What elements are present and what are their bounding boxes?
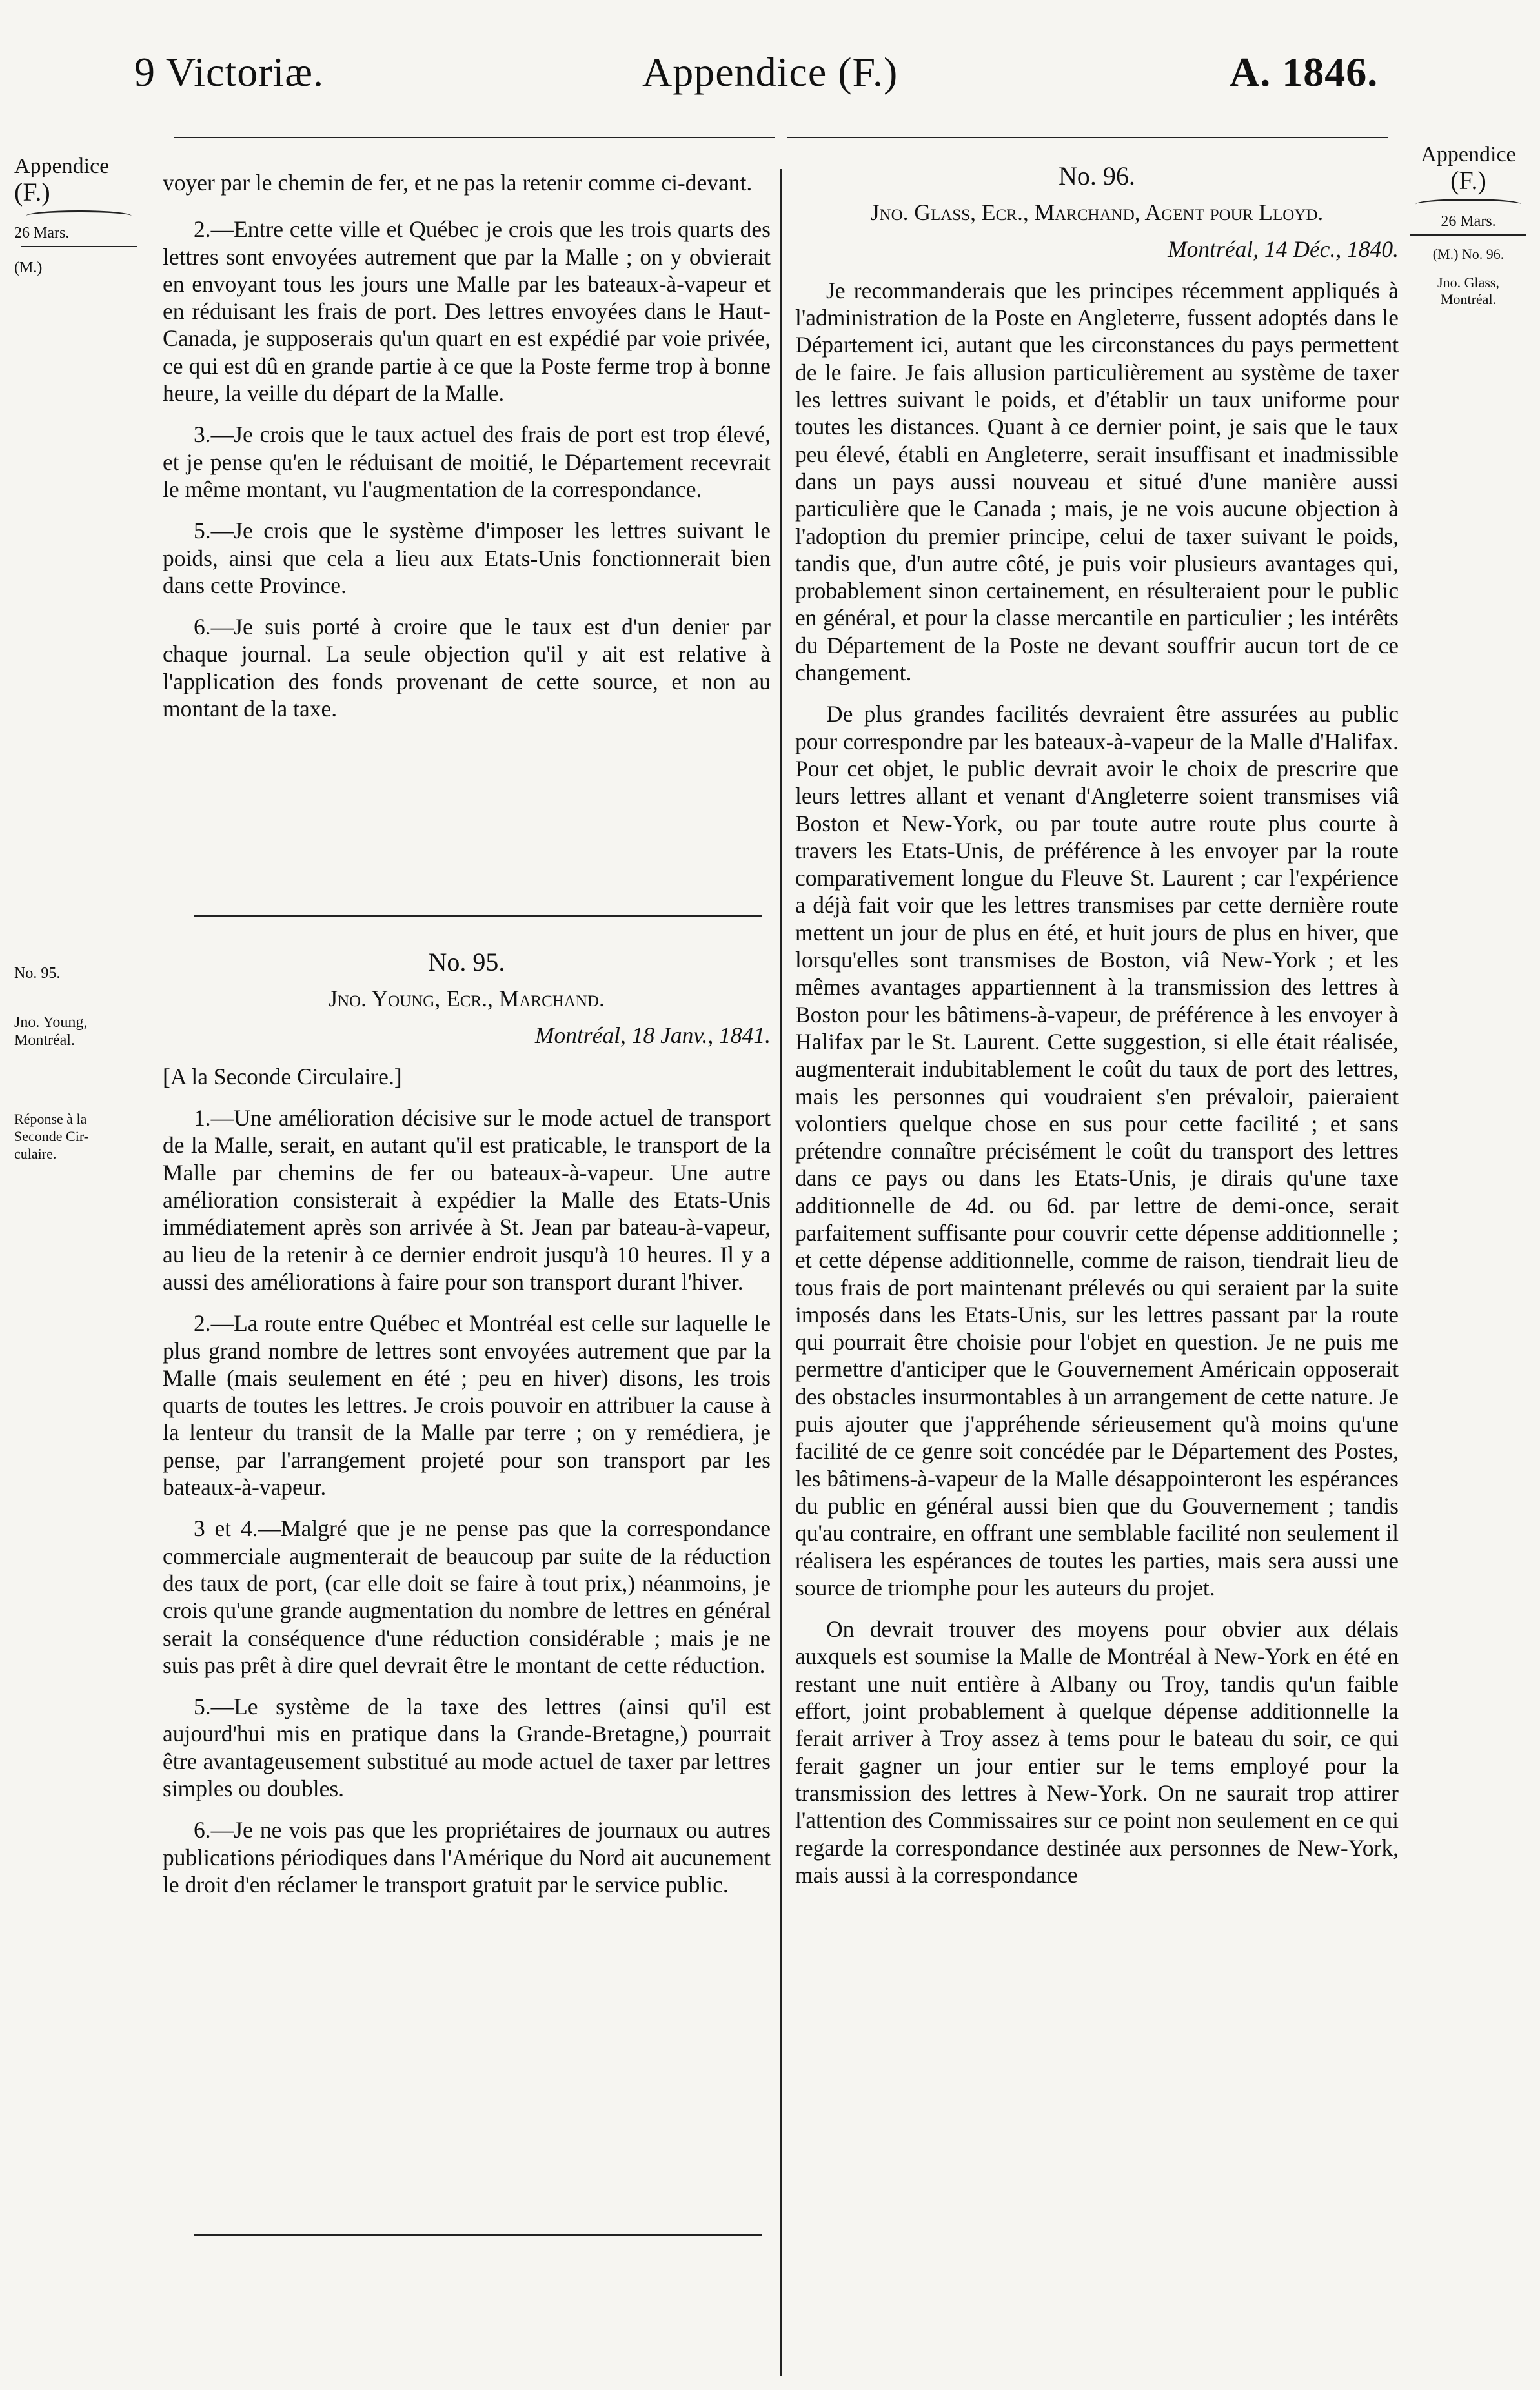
margin-reply-line-2: Seconde Cir- — [14, 1128, 89, 1144]
section-rule-2 — [194, 2234, 762, 2236]
paragraph-5: 5.—Je crois que le système d'imposer les lettres suivant le poids, ainsi que cela a lieu aux Etats-Unis fonctionnerait bien dans cette Province. — [163, 518, 771, 598]
margin-rule — [21, 246, 137, 247]
continuation-paragraph: voyer par le chemin de fer, et ne pas la retenir comme ci-devant. — [163, 170, 753, 196]
margin-brace — [26, 210, 132, 221]
right-margin-appendix — [1404, 143, 1533, 308]
left-margin-no95-person — [14, 1013, 163, 1049]
right-column — [795, 163, 1399, 1903]
no95-bracket-note: [A la Seconde Circulaire.] — [163, 1063, 402, 1089]
margin-no95-person: Jno. Young, — [14, 1014, 88, 1031]
paragraph-3: 3.—Je crois que le taux actuel des frais de port est trop élevé, et je pense qu'en le réduisant de moitié, le Département recevrait le même montant, vu l'augmentation de la correspondance. — [163, 421, 771, 502]
no96-author: Jno. Glass, Ecr., Marchand, Agent pour Lloyd. — [870, 199, 1324, 226]
no95-paragraph-5: 5.—Le système de la taxe des lettres (ainsi qu'il est aujourd'hui mis en pratique dans la Grande-Bretagne,) pourrait être avantageusement substitué au mode actuel de taxer par lettres simples ou doubles. — [163, 1694, 771, 1802]
right-margin-city: Montréal. — [1440, 291, 1497, 307]
section-rule-1 — [194, 915, 762, 917]
header-year: A. 1846. — [1230, 49, 1379, 95]
no96-title: No. 96. — [1059, 161, 1135, 190]
right-margin-date: 26 Mars. — [1441, 213, 1496, 230]
no95-author: Jno. Young, Ecr., Marchand. — [329, 986, 605, 1012]
no96-paragraph-2: De plus grandes facilités devraient être assurées au public pour correspondre par les bateaux-à-vapeur de la Malle d'Halifax. Pour cet objet, le public devrait avoir le choix de prescrire que leurs lettres allant et venant d'Angleterre soient transmises viâ Boston et New-York, ou par toute autre route plus courte à travers les Etats-Unis, de préférence à les envoyer par la route comparativement longue du Fleuve St. Laurent ; car l'expérience a déjà fait voir que les lettres transmises par cette dernière route mettent un jour de plus en été, et huit jours de plus en hiver, que lorsqu'elles sont transmises de Boston, viâ New-York ; et les mêmes avantages appartiennent à la transmission des lettres à Boston pour les bâtimens-à-vapeur, de préférence à les envoyer à Halifax par le St. Laurent. Cette suggestion, si elle était réalisée, augmenterait indubitablement le coût du taux de port des lettres, mais les personnes qui voudraient s'en prévaloir, paieraient volontiers quelque chose en sus pour cette facilité ; et sans prétendre connaître précisément le coût du transport des lettres dans ce pays ou dans les Etats-Unis, je dirais qu'une taxe additionnelle de 4d. ou 6d. par lettre de demi-once, serait parfaitement suffisante pour couvrir cette dépense additionnelle ; et cette dépense additionnelle, comme de raison, tiendrait lieu de tous frais de port maintenant prélevés ou qui seraient par la suite imposés dans les Etats-Unis, sur les lettres passant par la route qui pourrait être choisie pour l'objet en question. Je ne puis me permettre d'anticiper que le Gouvernement Américain opposerait des obstacles insurmontables à un arrangement de cette nature. Je puis ajouter que j'appréhende sérieusement qu'à moins qu'une facilité de ce genre soit concédée par le Département des Postes, les bâtimens-à-vapeur de la Malle désappointeront les espérances du public en général aussi bien que du Gouvernement ; tandis qu'au contraire, en offrant une semblable facilité non seulement il réalisera les espérances de toutes les parties, mais sera aussi une source de triomphe pour les auteurs du projet. — [795, 701, 1399, 1601]
right-margin-appendix-word: Appendice — [1421, 143, 1516, 167]
paragraph-6: 6.—Je suis porté à croire que le taux est d'un denier par chaque journal. La seule objection qu'il y ait est relative à l'application des fonds provenant de cette source, et non au montant de la taxe. — [163, 614, 771, 722]
column-divider — [780, 169, 782, 2376]
margin-reply-line-3: culaire. — [14, 1146, 57, 1162]
no95-paragraph-3-4: 3 et 4.—Malgré que je ne pense pas que la correspondance commerciale augmenterait de beaucoup par suite de la réduction des taux de port, (car elle doit se faire à tout prix,) néanmoins, je crois qu'une grande augmentation du nombre de lettres en général serait la conséquence d'une réduction considérable ; mais je ne suis pas prêt à dire quel devrait être le montant de cette réduction. — [163, 1515, 771, 1678]
header-rule-right — [787, 137, 1388, 138]
right-margin-brace — [1415, 199, 1521, 210]
header-rule-left — [174, 137, 775, 138]
left-column — [163, 169, 771, 736]
no95-title: No. 95. — [428, 947, 505, 977]
no96-paragraph-3: On devrait trouver des moyens pour obvier aux délais auxquels est soumise la Malle de Montréal à New-York en été en restant une nuit entière à Albany ou Troy, tandis qu'un faible effort, joint probablement à quelque dépense additionnelle la ferait arriver à Troy assez à tems pour le bateau du soir, ce qui ferait gagner un jour entier sur le tems employé pour la transmission des lettres à New-York. On ne saurait trop attirer l'attention des Commissaires sur ce point non seulement en ce qui regarde la correspondance destinée aux personnes de New-York, mais aussi à la correspondance — [795, 1616, 1399, 1888]
no95-paragraph-2: 2.—La route entre Québec et Montréal est celle sur laquelle le plus grand nombre de lettres sont envoyées autrement que par la Malle (mais seulement en été ; peu en hiver) disons, les trois quarts de toutes les lettres. Je crois pouvoir en attribuer la cause à la lenteur du transit de la Malle par terre ; on y remédiera, je pense, par l'arrangement projeté pour son transport par les bateaux-à-vapeur. — [163, 1310, 771, 1501]
header-appendix-title: Appendice (F.) — [642, 49, 898, 95]
left-margin-no95 — [14, 964, 143, 982]
no95-paragraph-1: 1.—Une amélioration décisive sur le mode actuel de transport de la Malle, serait, en autant qu'il est praticable, le transport de la Malle par chemins de fer ou bateaux-à-vapeur. Une autre amélioration consisterait à expédier la Malle des Etats-Unis immédiatement après son arrivée à St. Jean par bateau-à-vapeur, au lieu de la retenir à ce dernier endroit jusqu'à 10 heures. Il y a aussi des améliorations à faire pour son transport durant l'hiver. — [163, 1105, 771, 1295]
right-margin-code: (M.) No. 96. — [1432, 246, 1505, 262]
margin-appendix-word: Appendice — [14, 154, 110, 178]
left-margin-reply-note — [14, 1110, 163, 1162]
left-column-no95 — [163, 949, 771, 1912]
header-session: 9 Victoriæ. — [134, 49, 324, 95]
no96-paragraph-1: Je recommanderais que les principes récemment appliqués à l'administration de la Poste en Angleterre, fussent adoptés dans le Département ici, autant que les circonstances du pays permettent de le faire. Je fais allusion particulièrement au système de taxer les lettres suivant le poids, et d'établir un taux uniforme pour toutes les distances. Quant à ce dernier point, je sais que le taux peu élevé, établi en Angleterre, serait insuffisant et inadmissible dans un pays aussi nouveau et situé d'une manière aussi particulière que le Canada ; mais, je ne vois aucune objection à l'adoption du premier principe, celui de taxer suivant le poids, tandis que, d'un autre côté, je puis voir plusieurs avantages qui, probablement sinon certainement, en résulteraient pour le public en général, et pour la classe mercantile en particulier ; les intérêts du Département de la Poste ne devant souffrir aucun tort de ce changement. — [795, 277, 1399, 686]
no96-dateline: Montréal, 14 Déc., 1840. — [1168, 236, 1399, 262]
paragraph-2: 2.—Entre cette ville et Québec je crois que les trois quarts des lettres sont envoyées autrement que par la Malle ; on y obvierait en envoyant tous les jours une Malle par les bateaux-à-vapeur et en réduisant les frais de port. Des lettres envoyées dans le Haut-Canada, je supposerais qu'un quart en est expédié par voie privée, ce qui est dû en grande partie à ce que la Poste ferme trop à bonne heure, la veille du départ de la Malle. — [163, 216, 771, 407]
no95-paragraph-6: 6.—Je ne vois pas que les propriétaires de journaux ou autres publications périodiques dans l'Amérique du Nord ait aucunement le droit d'en réclamer le transport gratuit par le service public. — [163, 1817, 771, 1898]
margin-no95: No. 95. — [14, 965, 61, 982]
no95-dateline: Montréal, 18 Janv., 1841. — [534, 1022, 771, 1048]
left-margin-appendix — [14, 155, 143, 277]
right-margin-rule — [1410, 234, 1526, 236]
margin-code: (M.) — [14, 259, 43, 276]
margin-reply-line-1: Réponse à la — [14, 1111, 87, 1127]
margin-no95-city: Montréal. — [14, 1032, 75, 1049]
margin-date: 26 Mars. — [14, 225, 70, 241]
right-margin-person: Jno. Glass, — [1437, 274, 1499, 290]
right-margin-appendix-letter: (F.) — [1450, 166, 1486, 195]
margin-appendix-letter: (F.) — [14, 177, 50, 207]
